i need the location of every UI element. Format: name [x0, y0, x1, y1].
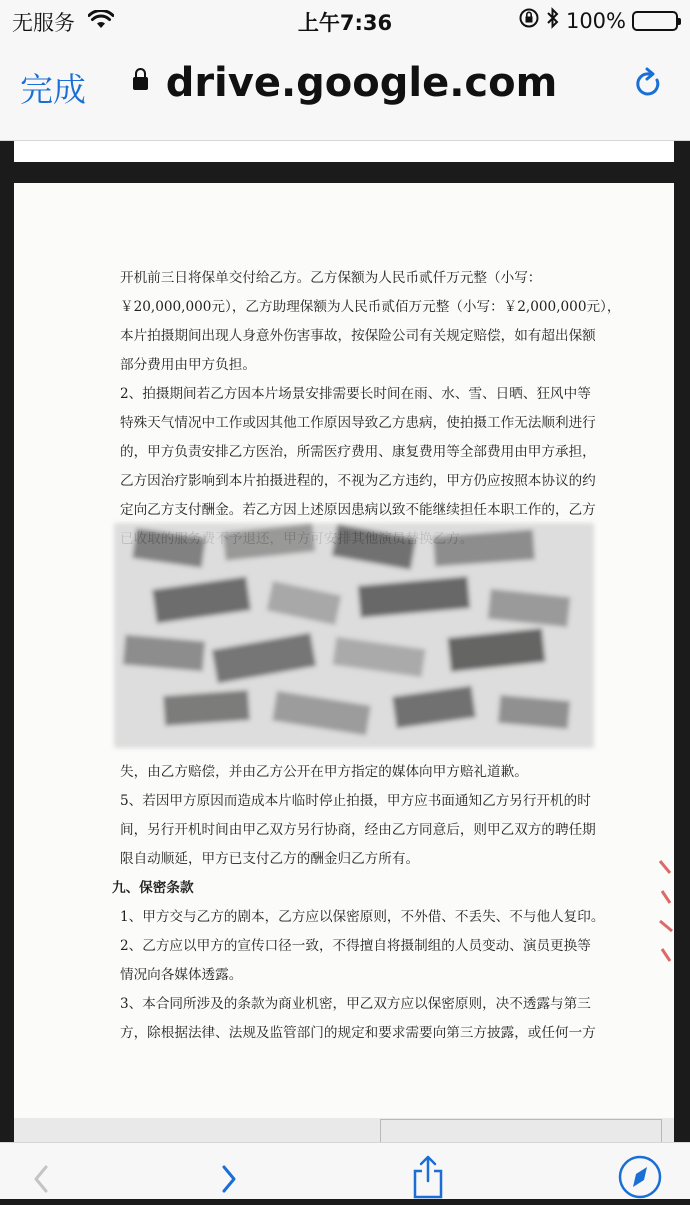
reload-icon[interactable] — [634, 66, 664, 104]
url-text: drive.google.com — [165, 60, 558, 106]
doc-line: 的，甲方负责安排乙方医治，所需医疗费用、康复费用等全部费用由甲方承担， — [120, 444, 596, 460]
orientation-lock-icon — [518, 7, 540, 34]
battery-percent: 100% — [565, 8, 626, 33]
redaction-scribble — [104, 513, 604, 758]
doc-line: 失，由乙方赔偿，并由乙方公开在甲方指定的媒体向甲方赔礼道歉。 — [120, 764, 528, 780]
doc-line: 开机前三日将保单交付给乙方。乙方保额为人民币贰仟万元整（小写： — [120, 270, 542, 286]
doc-line: 部分费用由甲方负担。 — [120, 357, 256, 373]
red-stamp-fragment — [656, 851, 674, 971]
clock: 上午7:36 — [297, 11, 393, 35]
battery-icon — [632, 11, 678, 31]
doc-line: 特殊天气情况中工作或因其他工作原因导致乙方患病，使拍摄工作无法顺利进行 — [120, 415, 596, 431]
doc-line: 限自动顺延，甲方已支付乙方的酬金归乙方所有。 — [120, 851, 420, 867]
doc-line: 2、拍摄期间若乙方因本片场景安排需要长时间在雨、水、雪、日晒、狂风中等 — [120, 386, 591, 402]
navigation-bar — [0, 40, 690, 141]
chevron-right-icon[interactable] — [220, 1153, 240, 1197]
document-page — [14, 183, 674, 1118]
bottom-toolbar — [0, 1142, 690, 1199]
doc-line: 乙方因治疗影响到本片拍摄进程的，不视为乙方违约，甲方仍应按照本协议的约 — [120, 473, 596, 489]
next-page-table-fragment — [380, 1119, 662, 1143]
doc-line: 间，另行开机时间由甲乙双方另行协商，经由乙方同意后，则甲乙双方的聘任期 — [120, 822, 596, 838]
doc-line: 2、乙方应以甲方的宣传口径一致，不得擅自将摄制组的人员变动、演员更换等 — [120, 938, 591, 954]
doc-line: 5、若因甲方原因而造成本片临时停止拍摄，甲方应书面通知乙方另行开机的时 — [120, 793, 591, 809]
share-icon[interactable] — [410, 1153, 446, 1203]
done-button[interactable]: 完成 — [20, 70, 86, 109]
compass-icon[interactable] — [616, 1153, 664, 1205]
doc-line: 3、本合同所涉及的条款为商业机密，甲乙双方应以保密原则，决不透露与第三 — [120, 996, 591, 1012]
chevron-left-icon[interactable] — [30, 1153, 50, 1197]
bluetooth-icon — [546, 7, 560, 34]
doc-line: 方，除根据法律、法规及监管部门的规定和要求需要向第三方披露，或任何一方 — [120, 1025, 596, 1041]
doc-line: 1、甲方交与乙方的剧本，乙方应以保密原则，不外借、不丢失、不与他人复印。 — [120, 909, 605, 925]
address-bar[interactable] — [0, 60, 690, 106]
section-heading: 九、保密条款 — [112, 880, 194, 896]
status-bar — [0, 0, 690, 40]
doc-line: 情况向各媒体透露。 — [120, 967, 243, 983]
doc-line: 本片拍摄期间出现人身意外伤害事故，按保险公司有关规定赔偿，如有超出保额 — [120, 328, 596, 344]
lock-icon — [133, 77, 148, 90]
doc-line: ￥20,000,000元），乙方助理保额为人民币贰佰万元整（小写：￥2,000,000元）， — [120, 299, 621, 315]
carrier-label: 无服务 — [12, 11, 75, 35]
previous-page-edge — [14, 141, 674, 162]
doc-line: 定向乙方支付酬金。若乙方因上述原因患病以致不能继续担任本职工作的，乙方 — [120, 502, 596, 518]
